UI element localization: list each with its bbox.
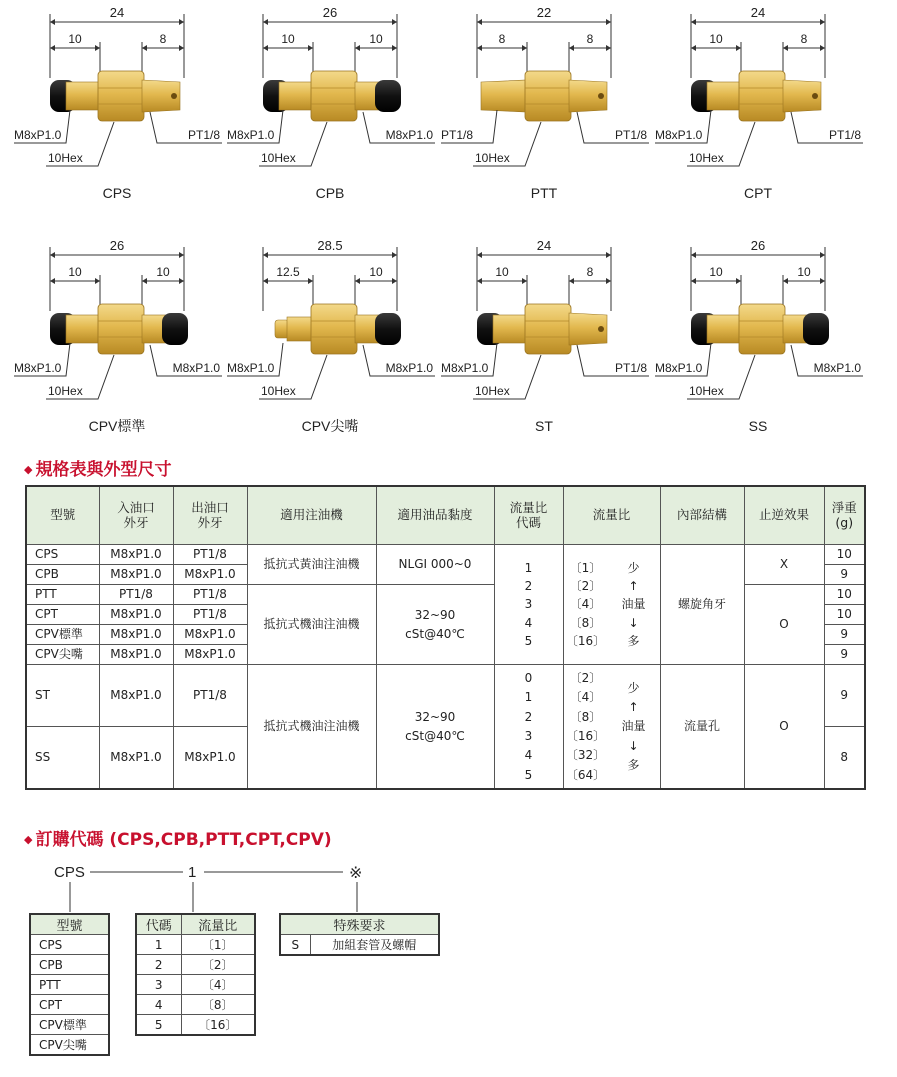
hdr-ratio: 流量比 (563, 486, 660, 545)
left-thread-label: M8xP1.0 (227, 128, 275, 142)
special-desc: 加組套管及螺帽 (310, 935, 439, 956)
hdr-weight-text: 淨重 (g) (831, 500, 857, 530)
cell-inlet: M8xP1.0 (99, 625, 173, 645)
list-item: 2 (524, 709, 533, 724)
cell-model: CPB (26, 565, 99, 585)
cell-inlet: PT1/8 (99, 585, 173, 605)
list-item: ↑ (628, 578, 639, 593)
diamond-icon: ◆ (24, 833, 33, 846)
list-item: 1 (524, 690, 533, 705)
dim-total: 26 (322, 5, 338, 20)
flow-arrow (612, 681, 656, 773)
outlet-hole (812, 93, 818, 99)
dim-right: 10 (369, 265, 383, 279)
dim-left: 10 (709, 265, 723, 279)
cell-model: ST (26, 665, 99, 727)
cell-weight: 10 (824, 605, 865, 625)
left-thread (279, 82, 313, 110)
product-diagrams (0, 0, 897, 440)
list-item: CPS (30, 935, 109, 955)
cell-ratios (563, 545, 660, 665)
table-row (26, 545, 865, 565)
cell-weight: 9 (824, 565, 865, 585)
ratio-cell: 〔16〕 (181, 1015, 255, 1036)
list-item: CPV標準 (30, 1015, 109, 1035)
cell-structure: 螺旋角牙 (660, 545, 744, 665)
cell-check: O (744, 665, 824, 790)
cell-model: CPV標準 (26, 625, 99, 645)
cell-model: CPV尖嘴 (26, 645, 99, 665)
special-table (279, 913, 440, 956)
list-item: ↑ (628, 699, 639, 714)
code-special: ※ (349, 865, 363, 882)
cell-inlet: M8xP1.0 (99, 545, 173, 565)
ratio-table (135, 913, 256, 1036)
order-title-text: 訂購代碼 (CPS,CPB,PTT,CPT,CPV) (35, 830, 332, 850)
hex-label: 10Hex (261, 151, 296, 165)
list-item: 〔4〕 (569, 690, 602, 705)
rubber-seal (803, 313, 829, 345)
left-thread (493, 315, 527, 343)
list-item: 5 (524, 767, 533, 782)
left-thread-label: M8xP1.0 (655, 128, 703, 142)
cell-inlet: M8xP1.0 (99, 727, 173, 790)
code-cell: 1 (136, 935, 181, 955)
fitting-diagram (655, 238, 863, 434)
list-item: 〔32〕 (565, 748, 606, 763)
diamond-icon: ◆ (24, 463, 33, 476)
ratio-cell: 〔1〕 (181, 935, 255, 955)
right-thread-label: M8xP1.0 (172, 361, 220, 375)
cell-weight: 9 (824, 625, 865, 645)
cell-inlet: M8xP1.0 (99, 605, 173, 625)
cell-outlet: M8xP1.0 (173, 645, 247, 665)
list-item: 多 (627, 758, 640, 773)
right-thread-label: PT1/8 (828, 128, 861, 142)
cell-viscosity (376, 665, 494, 790)
table-row (26, 665, 865, 727)
code-cell: 3 (136, 975, 181, 995)
list-item: CPB (30, 955, 109, 975)
cell-model: SS (26, 727, 99, 790)
list-item: 〔1〕 (569, 560, 602, 575)
left-thread-label: M8xP1.0 (655, 361, 703, 375)
dim-right: 10 (797, 265, 811, 279)
dim-left: 10 (281, 32, 295, 46)
hex-body (739, 71, 785, 121)
code-list (495, 561, 563, 649)
code-cell: 2 (136, 955, 181, 975)
list-item: 〔2〕 (569, 670, 602, 685)
code-cell: 4 (136, 995, 181, 1015)
hex-body (311, 304, 357, 354)
dim-left: 8 (498, 32, 506, 46)
hex-label: 10Hex (48, 384, 83, 398)
cell-codes (494, 545, 563, 665)
hdr-inlet-text: 入油口 外牙 (117, 500, 155, 530)
cell-outlet: PT1/8 (173, 665, 247, 727)
cell-weight: 9 (824, 645, 865, 665)
fitting-diagram (227, 238, 435, 434)
hdr-viscosity: 適用油品黏度 (376, 486, 494, 545)
model-name-label: CPT (744, 185, 772, 201)
list-item: 油量 (621, 597, 646, 612)
right-thread-label: M8xP1.0 (385, 128, 433, 142)
hex-label: 10Hex (689, 151, 724, 165)
left-thread-label: M8xP1.0 (14, 128, 62, 142)
hdr-inlet (99, 486, 173, 545)
list-item: 3 (524, 597, 533, 612)
list-item: 油量 (621, 719, 646, 734)
hdr-model: 型號 (26, 486, 99, 545)
left-thread (707, 315, 741, 343)
spec-section-title (24, 455, 171, 480)
cell-check: X (744, 545, 824, 585)
list-item: 0 (524, 670, 533, 685)
dim-right: 10 (156, 265, 170, 279)
dim-total: 24 (750, 5, 766, 20)
hex-label: 10Hex (475, 151, 510, 165)
spec-table (25, 485, 866, 790)
list-item: 〔2〕 (569, 578, 602, 593)
list-item: ↓ (628, 738, 639, 753)
ratio-list (564, 561, 608, 649)
hex-body (98, 304, 144, 354)
left-thread-label: M8xP1.0 (14, 361, 62, 375)
right-thread-label: M8xP1.0 (813, 361, 861, 375)
list-item: 1 (524, 560, 533, 575)
dim-total: 26 (750, 238, 766, 253)
list-item: ↓ (628, 615, 639, 630)
cell-codes (494, 665, 563, 790)
left-thread (287, 317, 313, 341)
left-thread (66, 82, 100, 110)
model-name-label: CPV尖嘴 (301, 418, 359, 434)
model-name-label: CPS (102, 185, 132, 201)
list-item: 2 (524, 578, 533, 593)
ratio-table-ratio-header: 流量比 (181, 914, 255, 935)
special-table-header: 特殊要求 (280, 914, 439, 935)
hex-body (525, 71, 571, 121)
fitting-diagram (655, 5, 863, 201)
cell-ratios (563, 665, 660, 790)
left-thread-label: M8xP1.0 (441, 361, 489, 375)
hex-label: 10Hex (261, 384, 296, 398)
ratio-cell: 〔8〕 (181, 995, 255, 1015)
dim-left: 10 (68, 265, 82, 279)
cell-model: CPT (26, 605, 99, 625)
rubber-seal (375, 80, 401, 112)
cell-outlet: PT1/8 (173, 545, 247, 565)
hex-body (311, 71, 357, 121)
fitting-diagram (441, 238, 649, 434)
fitting-diagram (441, 5, 649, 201)
code-cell: 5 (136, 1015, 181, 1036)
dim-left: 10 (709, 32, 723, 46)
cell-machine: 抵抗式機油注油機 (247, 585, 376, 665)
hex-body (739, 304, 785, 354)
hdr-code (494, 486, 563, 545)
cell-weight: 9 (824, 665, 865, 727)
hdr-weight (824, 486, 865, 545)
outlet-hole (171, 93, 177, 99)
list-item: 〔4〕 (569, 597, 602, 612)
cell-inlet: M8xP1.0 (99, 645, 173, 665)
dim-right: 8 (159, 32, 167, 46)
list-item: 4 (524, 748, 533, 763)
list-item: 3 (524, 729, 533, 743)
hdr-structure: 內部結構 (660, 486, 744, 545)
list-item: CPV尖嘴 (30, 1035, 109, 1056)
right-thread-label: PT1/8 (187, 128, 220, 142)
list-item: 〔8〕 (569, 615, 602, 630)
hex-body (525, 304, 571, 354)
fitting-diagram (14, 238, 222, 434)
list-item: 少 (627, 680, 640, 695)
hex-body (98, 71, 144, 121)
visc-unit: cSt@40℃ (405, 728, 465, 743)
dim-left: 12.5 (276, 265, 300, 279)
code-ratio: 1 (188, 864, 197, 881)
right-thread-label: M8xP1.0 (385, 361, 433, 375)
cell-viscosity: NLGI 000~0 (376, 545, 494, 585)
visc-range: 32~90 (414, 710, 456, 725)
model-table (29, 913, 110, 1056)
cell-viscosity (376, 585, 494, 665)
dim-total: 26 (109, 238, 125, 253)
list-item: 〔8〕 (569, 709, 602, 724)
dim-left: 10 (68, 32, 82, 46)
cell-outlet: M8xP1.0 (173, 565, 247, 585)
left-thread (707, 82, 741, 110)
fitting-diagram (14, 5, 222, 201)
code-list (495, 671, 563, 782)
special-code: S (280, 935, 310, 956)
cell-check: O (744, 585, 824, 665)
cell-machine: 抵抗式機油注油機 (247, 665, 376, 790)
cell-inlet: M8xP1.0 (99, 565, 173, 585)
list-item: 多 (627, 634, 640, 649)
hdr-outlet (173, 486, 247, 545)
cell-outlet: PT1/8 (173, 605, 247, 625)
model-table-header: 型號 (30, 914, 109, 935)
cell-outlet: M8xP1.0 (173, 727, 247, 790)
cell-model: CPS (26, 545, 99, 565)
list-item: 5 (524, 634, 533, 649)
hex-label: 10Hex (689, 384, 724, 398)
visc-unit: cSt@40℃ (405, 626, 465, 641)
hdr-code-text: 流量比 代碼 (509, 500, 548, 530)
list-item: 〔16〕 (565, 634, 606, 649)
list-item: 〔64〕 (565, 767, 606, 782)
dim-total: 24 (536, 238, 552, 253)
hex-label: 10Hex (48, 151, 83, 165)
list-item: CPT (30, 995, 109, 1015)
hex-label: 10Hex (475, 384, 510, 398)
cell-inlet: M8xP1.0 (99, 665, 173, 727)
left-thread (66, 315, 100, 343)
right-thread-label: PT1/8 (614, 361, 647, 375)
left-thread (481, 80, 527, 112)
cell-weight: 10 (824, 545, 865, 565)
model-name-label: SS (748, 418, 768, 434)
hdr-check: 止逆效果 (744, 486, 824, 545)
spec-header-row (26, 486, 865, 545)
dim-total: 24 (109, 5, 125, 20)
fitting-diagram (227, 5, 435, 201)
model-name-label: CPB (315, 185, 345, 201)
cell-weight: 8 (824, 727, 865, 790)
hdr-machine: 適用注油機 (247, 486, 376, 545)
list-item: 4 (524, 615, 533, 630)
outlet-hole (598, 93, 604, 99)
list-item: PTT (30, 975, 109, 995)
rubber-seal (375, 313, 401, 345)
list-item: 少 (627, 560, 640, 575)
cell-machine: 抵抗式黃油注油機 (247, 545, 376, 585)
outlet-hole (598, 326, 604, 332)
model-name-label: PTT (530, 185, 558, 201)
right-thread-label: PT1/8 (614, 128, 647, 142)
left-thread-label: M8xP1.0 (227, 361, 275, 375)
rubber-seal (162, 313, 188, 345)
cell-outlet: PT1/8 (173, 585, 247, 605)
list-item: 〔16〕 (565, 729, 606, 743)
spec-title-text: 規格表與外型尺寸 (35, 460, 172, 480)
hdr-outlet-text: 出油口 外牙 (191, 500, 229, 530)
order-section-title (24, 825, 332, 850)
flow-arrow (612, 561, 656, 649)
left-thread-label: PT1/8 (441, 128, 474, 142)
dim-total: 22 (536, 5, 552, 20)
cell-structure: 流量孔 (660, 665, 744, 790)
dim-right: 10 (369, 32, 383, 46)
model-name-label: ST (535, 418, 553, 434)
code-model: CPS (54, 864, 85, 881)
dim-right: 8 (586, 32, 594, 46)
ratio-cell: 〔4〕 (181, 975, 255, 995)
ratio-list (564, 671, 608, 782)
ratio-cell: 〔2〕 (181, 955, 255, 975)
dim-right: 8 (586, 265, 594, 279)
dim-left: 10 (495, 265, 509, 279)
cell-model: PTT (26, 585, 99, 605)
cell-outlet: M8xP1.0 (173, 625, 247, 645)
dim-right: 8 (800, 32, 808, 46)
model-name-label: CPV標準 (88, 418, 146, 434)
ratio-table-code-header: 代碼 (136, 914, 181, 935)
visc-range: 32~90 (414, 608, 456, 623)
dim-total: 28.5 (317, 238, 343, 253)
cell-weight: 10 (824, 585, 865, 605)
